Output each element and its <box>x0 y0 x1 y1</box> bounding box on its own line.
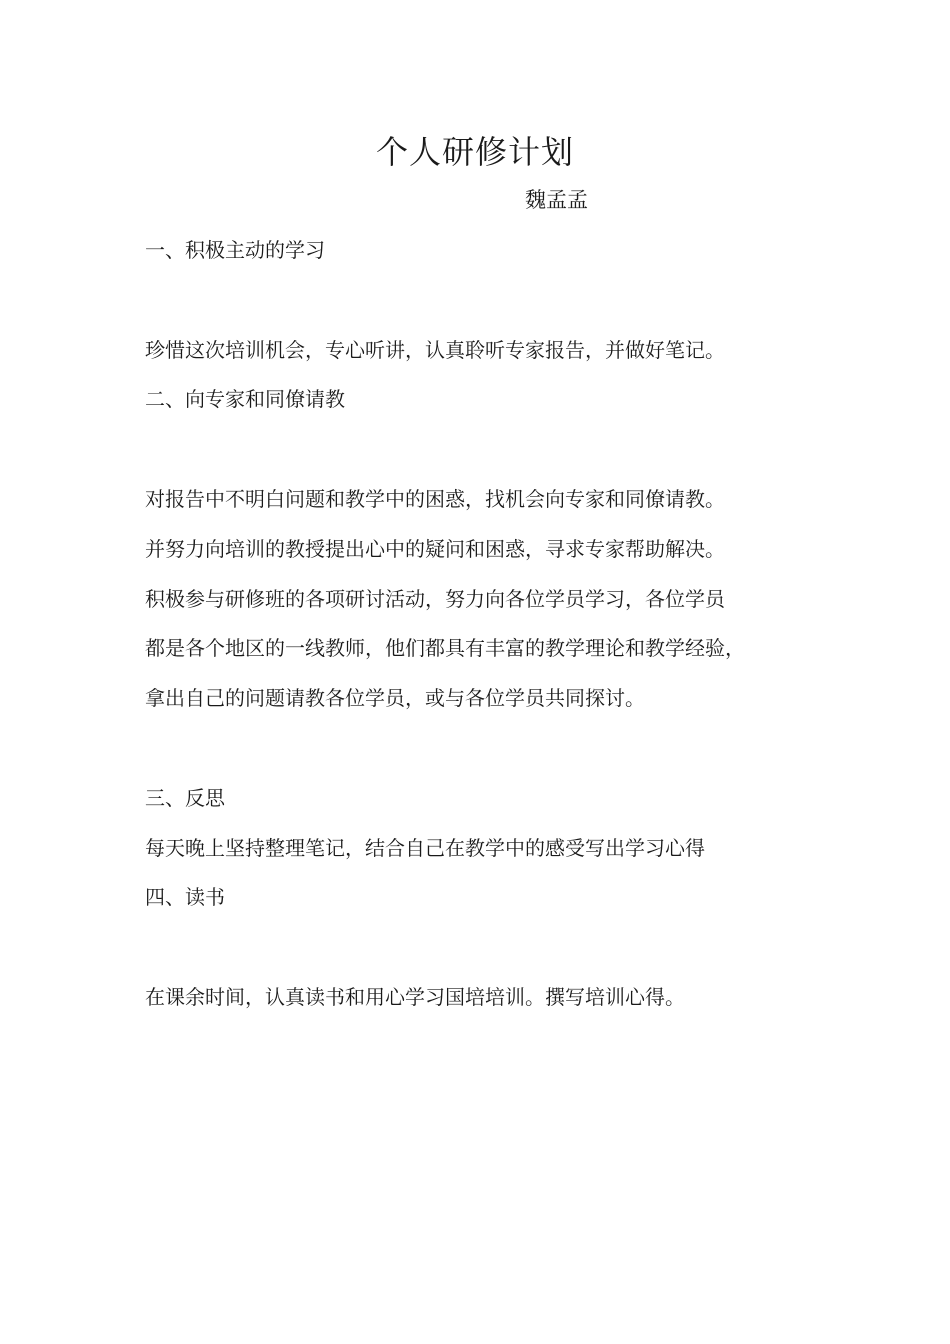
section-1-paragraph-line: 珍惜这次培训机会，专心听讲，认真聆听专家报告，并做好笔记。 <box>145 338 725 362</box>
section-heading-3: 三、反思 <box>145 786 225 810</box>
section-2-paragraph-line: 对报告中不明白问题和教学中的困惑，找机会向专家和同僚请教。 <box>145 487 725 511</box>
section-4-paragraph-line: 在课余时间，认真读书和用心学习国培培训。撰写培训心得。 <box>145 985 685 1009</box>
document-title: 个人研修计划 <box>375 133 574 171</box>
section-2-paragraph-line: 都是各个地区的一线教师，他们都具有丰富的教学理论和教学经验， <box>145 636 745 660</box>
document-author: 魏孟孟 <box>525 188 588 212</box>
section-2-paragraph-line: 并努力向培训的教授提出心中的疑问和困惑，寻求专家帮助解决。 <box>145 537 725 561</box>
section-3-paragraph-line: 每天晚上坚持整理笔记，结合自己在教学中的感受写出学习心得 <box>145 836 705 860</box>
section-2-paragraph-line: 积极参与研修班的各项研讨活动，努力向各位学员学习，各位学员 <box>145 587 725 611</box>
section-heading-4: 四、读书 <box>145 885 225 909</box>
section-2-paragraph-line: 拿出自己的问题请教各位学员，或与各位学员共同探讨。 <box>145 686 645 710</box>
section-heading-2: 二、向专家和同僚请教 <box>145 387 345 411</box>
section-heading-1: 一、积极主动的学习 <box>145 238 325 262</box>
